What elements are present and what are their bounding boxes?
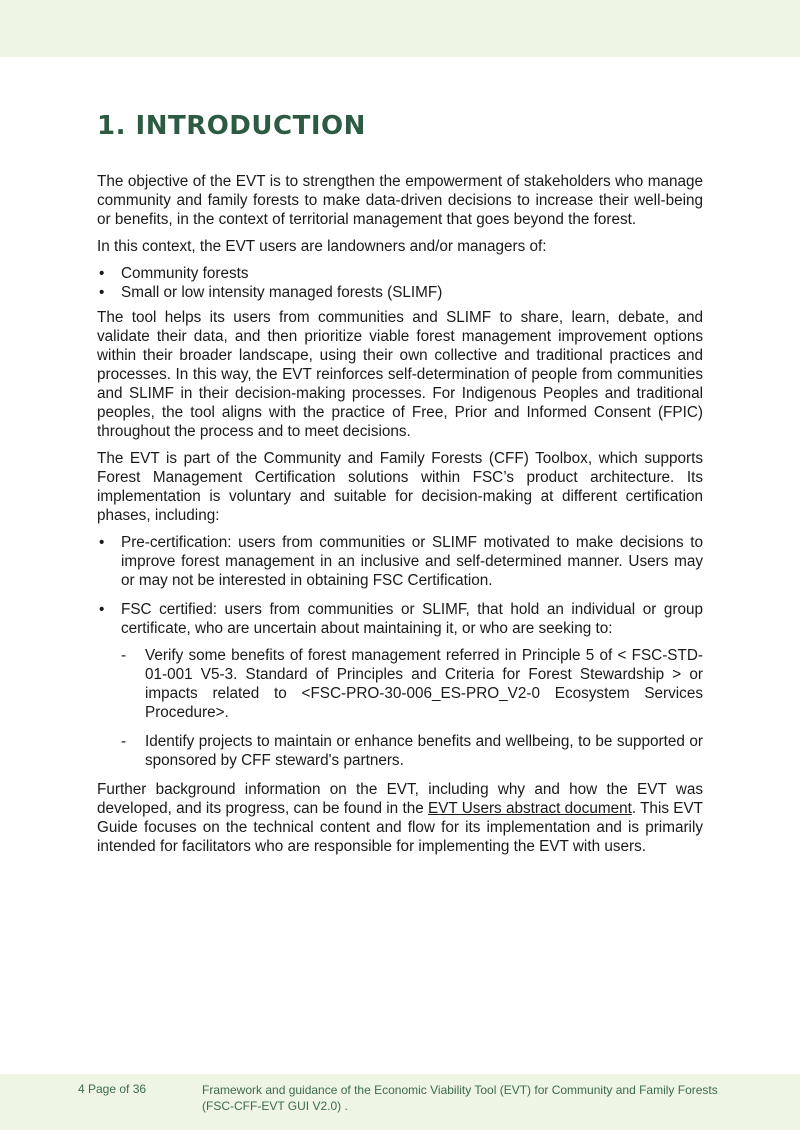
intro-paragraph: The objective of the EVT is to strengthen the empowerment of stakeholders who manage community and family forests to make data-driven decisions to increase their well-being or benefits, in the context of territorial management that goes beyond the forest. <box>97 173 703 228</box>
context-paragraph: In this context, the EVT users are landowners and/or managers of: <box>97 238 547 255</box>
phases-list <box>97 533 703 770</box>
background-text-start: Further background information on the EVT, including why and how the EVT was developed, and its progress, can be found in the <box>97 781 703 817</box>
toolbox-paragraph: The EVT is part of the Community and Family Forests (CFF) Toolbox, which supports Forest Management Certification solutions within FSC’s product architecture. Its implementation is voluntary and suitable for decision-making at different certification phases, including: <box>97 450 703 524</box>
sub-list-item: - Verify some benefits of forest management referred in Principle 5 of < FSC-STD-01-001 V5-3. Standard of Principles and Criteria for Forest Stewardship > or impacts related to <FSC-PRO-30-006_ES-PRO_V2-0 Ecosystem Services Procedure>. <box>121 646 703 722</box>
list-item-text: Pre-certification: users from communities or SLIMF motivated to make decisions to improve forest management in an inclusive and self-determined manner. Users may or may not be interested in obtaining FSC Certification. <box>121 534 703 589</box>
list-item: • Small or low intensity managed forests (SLIMF) <box>97 283 703 302</box>
tool-paragraph: The tool helps its users from communities and SLIMF to share, learn, debate, and validate their data, and then prioritize viable forest management improvement options within their broader landscape, using their own collective and traditional practices and processes. In this way, the EVT reinforces self-determination of people from communities and SLIMF in their decision-making processes. For Indigenous Peoples and traditional peoples, the tool aligns with the practice of Free, Prior and Informed Consent (FPIC) throughout the process and to meet decisions. <box>97 309 703 440</box>
background-text-end: . This EVT Guide focuses on the technical content and flow for its implementation and is primarily intended for facilitators who are responsible for implementing the EVT with users. <box>97 800 704 855</box>
list-item-pre-certification <box>97 533 703 590</box>
evt-abstract-link[interactable]: EVT Users abstract document <box>428 800 632 817</box>
sub-list <box>121 646 703 770</box>
list-item-fsc-certified <box>97 600 703 770</box>
sub-list-item: - Identify projects to maintain or enhance benefits and wellbeing, to be supported or sponsored by CFF steward's partners. <box>121 732 703 770</box>
header-band <box>0 0 800 57</box>
list-item: • Community forests <box>97 264 703 283</box>
page-content <box>97 110 703 864</box>
section-heading: 1. INTRODUCTION <box>97 111 366 141</box>
background-paragraph <box>97 780 703 856</box>
user-types-list <box>97 264 703 302</box>
list-item-text: FSC certified: users from communities or SLIMF, that hold an individual or group certificate, who are uncertain about maintaining it, or who are seeking to: <box>121 601 703 637</box>
page-number: 4 Page of 36 <box>78 1082 147 1096</box>
footer-document-title: Framework and guidance of the Economic Viability Tool (EVT) for Community and Family Forests (FSC-CFF-EVT GUI V2.0) . <box>202 1083 718 1113</box>
